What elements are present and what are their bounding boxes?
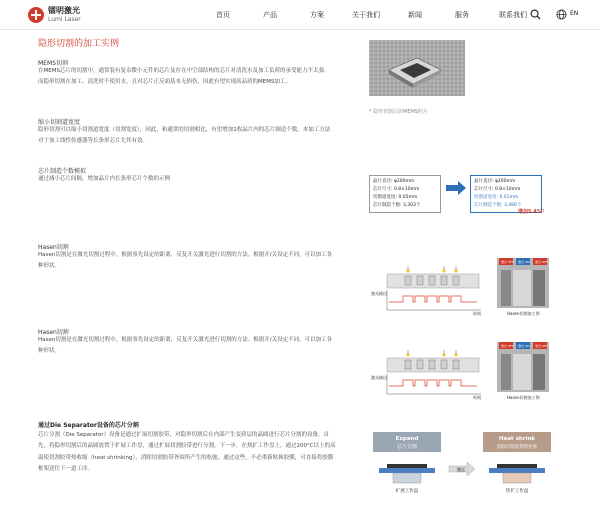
section-text-hasen-1: Hasen切割是在激光切割过程中，根据事先设定的距离，反复开关激光进行切割的方法。根据开/关设定不同，可以加工各种形状。 xyxy=(38,252,333,270)
expand-table-caption: 扩展工作盘 xyxy=(395,489,419,494)
sim-before-line: 芯片尺寸: 0.8×10mm xyxy=(373,187,420,192)
expand-subtitle: 芯片分割 xyxy=(396,444,418,450)
laser-off-tag: 激光 OFF xyxy=(535,344,548,348)
language-switch[interactable]: EN xyxy=(570,10,579,17)
logo-name-cn: 镭明激光 xyxy=(48,6,80,15)
globe-icon[interactable] xyxy=(556,9,567,20)
expand-title: Expand xyxy=(395,436,419,442)
section-heading-street-width: 缩小切割道宽度 xyxy=(38,119,81,126)
section-heading-mems: MEMS切割 xyxy=(38,60,68,67)
nav-contact[interactable]: 联系我们 xyxy=(499,11,527,19)
nav-news[interactable]: 新闻 xyxy=(408,11,422,19)
section-text-die-separator: 芯片分割（Die Separator）设备是通过扩展切割胶带，对隐形切割后在内部产生变质层的晶圆进行芯片分割的设备。首先，将隐形切割后的晶圆放置于扩展工作盘，通过扩展切割胶带进行分割。下一步，在热扩工作盘上，通过200°C以上的高温使切割胶带热收缩（heat shrinking），消除切割胶带外围所产生的松弛。通过这些，不必重新贴换胶膜，可直接将胶膜框架送往下一道工序。 xyxy=(38,432,336,473)
sim-after-line: 芯片尺寸: 0.8×10mm xyxy=(474,187,521,192)
section-text-street-width: 隐形切割可以缩小切割道宽度（切割宽度），因此，和通常的切割相比，有望增加1枚晶片内的芯片制造个数。本加工方法对于加工线性传感器等长条形芯片尤其有效。 xyxy=(38,127,331,145)
laser-off-tag: 激光 OFF xyxy=(535,260,548,264)
search-icon[interactable] xyxy=(530,9,541,20)
section-text-hasen-2: Hasen切割是在激光切割过程中，根据事先设定的距离，反复开关激光进行切割的方法。根据开/关设定不同，可以加工各种形状。 xyxy=(38,337,333,355)
laser-off-tag: 激光 OFF xyxy=(501,260,514,264)
section-heading-hasen-1: Hasen切割 xyxy=(38,244,69,251)
section-heading-hasen-2: Hasen切割 xyxy=(38,329,69,336)
transfer-label: 搬送 xyxy=(457,467,465,472)
laser-off-tag: 激光 OFF xyxy=(501,344,514,348)
section-text-simulation: 通过减小芯片间隔，增加晶片内长条形芯片个数的示例 xyxy=(38,176,171,182)
sim-after-line: 切割道宽度: 0.01mm xyxy=(474,195,519,200)
logo-mark-icon xyxy=(28,7,44,23)
sim-before-line: 晶片直径: φ200mm xyxy=(373,179,415,184)
logo-name-en: Lumi Laser xyxy=(48,16,81,23)
heat-table-caption: 热扩工作盘 xyxy=(505,489,529,494)
increase-label: 增加5.4%！ xyxy=(518,209,547,215)
laser-output-label: 激光输出 xyxy=(371,375,387,380)
hasen-diagram xyxy=(369,342,489,400)
time-axis-label: 时间 xyxy=(473,311,481,316)
logo[interactable] xyxy=(28,5,108,25)
nav-service[interactable]: 服务 xyxy=(455,11,469,19)
time-axis-label: 时间 xyxy=(473,395,481,400)
mems-photo xyxy=(369,40,465,96)
main-nav xyxy=(205,0,535,30)
sim-before-box xyxy=(369,175,441,213)
heat-shrink-title: Heat shrink xyxy=(499,436,535,442)
nav-about[interactable]: 关于我们 xyxy=(352,11,380,19)
section-heading-simulation: 芯片制造个数模拟 xyxy=(38,168,87,175)
hasen-diagram xyxy=(369,258,489,316)
mems-photo-caption: * 隐形切割后的MEMS照片 xyxy=(369,109,429,115)
hasen-photo-caption: Hasen切割加工例 xyxy=(507,311,540,316)
right-arrow-icon xyxy=(444,181,468,195)
laser-on-tag: 激光 ON xyxy=(518,260,530,264)
sim-after-line: 晶片直径: φ200mm xyxy=(474,179,516,184)
sim-before-line: 切割道宽度: 0.05mm xyxy=(373,195,418,200)
site-header xyxy=(0,0,600,30)
die-separator-diagram xyxy=(371,432,553,502)
hasen-photo xyxy=(497,258,549,318)
sim-after-line: 芯片制造个数: 3,480个 xyxy=(474,203,522,208)
nav-solutions[interactable]: 方案 xyxy=(310,11,324,19)
page-title: 隐形切割的加工实例 xyxy=(38,39,120,49)
nav-products[interactable]: 产品 xyxy=(263,11,277,19)
laser-output-label: 激光输出 xyxy=(371,291,387,296)
sim-before-line: 芯片制造个数: 3,303个 xyxy=(373,203,421,208)
section-heading-die-separator: 通过Die Separator设备的芯片分割 xyxy=(38,422,139,429)
hasen-photo xyxy=(497,342,549,402)
hasen-photo-caption: Hasen切割加工例 xyxy=(507,395,540,400)
laser-on-tag: 激光 ON xyxy=(518,344,530,348)
nav-home[interactable]: 首页 xyxy=(216,11,230,19)
section-text-mems: 在MEMS芯片的切割中，通常装有复杂微小元件的芯片及存在中空部结构的芯片对清洗水及加工负荷的承受能力不太强。而隐形切割在加工、清洗时不使用水，且对芯片正反面基本无损伤，因此有望实现高品质的MEMS加工。 xyxy=(38,68,330,86)
heat-shrink-subtitle: 消除切割胶带的松弛 xyxy=(496,445,538,450)
